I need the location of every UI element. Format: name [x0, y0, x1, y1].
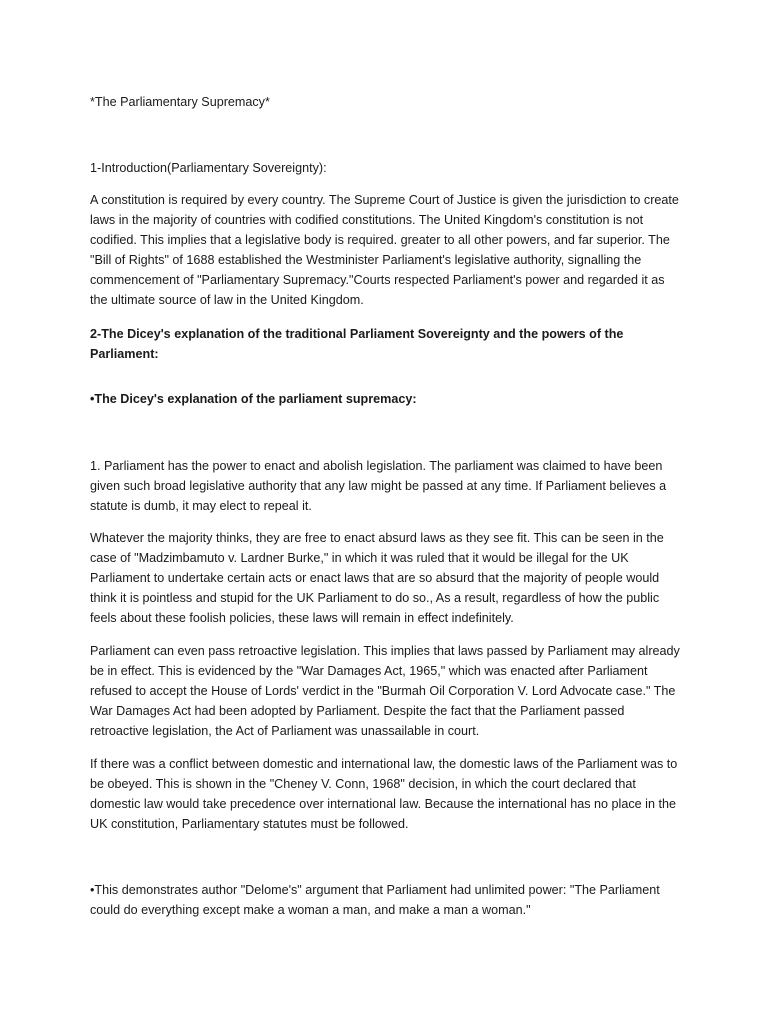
paragraph-delome-bullet: •This demonstrates author "Delome's" argument that Parliament had unlimited power: "The Parliament could do everything except make a woman a man, and make a man a woman." — [90, 883, 660, 917]
paragraph-point-1: 1. Parliament has the power to enact and abolish legislation. The parliament was claimed to have been given such broad legislative authority that any law might be passed at any time. If Parliament believes a statute is dumb, it may elect to repeal it. — [90, 459, 667, 513]
subheading-dicey-supremacy: •The Dicey's explanation of the parliament supremacy: — [90, 392, 417, 406]
paragraph-retroactive: Parliament can even pass retroactive legislation. This implies that laws passed by Parliament may already be in effect. This is evidenced by the "War Damages Act, 1965," which was enacted after Parliament refused to accept the House of Lords' verdict in the "Burmah Oil Corporation V. Lord Advocate case." The War Damages Act had been adopted by Parliament. Despite the fact that the Parliament passed retroactive legislation, the Act of Parliament was unassailable in court. — [90, 644, 680, 738]
paragraph-conflict: If there was a conflict between domestic and international law, the domestic laws of the Parliament was to be obeyed. This is shown in the "Cheney V. Conn, 1968" decision, in which the court declared that domestic law would take precedence over international law. Because the international has no place in the UK constitution, Parliamentary statutes must be followed. — [90, 757, 678, 831]
paragraph-introduction: A constitution is required by every country. The Supreme Court of Justice is given the jurisdiction to create laws in the majority of countries with codified constitutions. The United Kingdom's constitution is not codified. This implies that a legislative body is required. greater to all other powers, and far superior. The "Bill of Rights" of 1688 established the Westminister Parliament's legislative authority, signalling the commencement of "Parliamentary Supremacy."Courts respected Parliament's power and regarded it as the ultimate source of law in the United Kingdom. — [90, 193, 679, 307]
paragraph-majority: Whatever the majority thinks, they are free to enact absurd laws as they see fit. This can be seen in the case of "Madzimbamuto v. Lardner Burke," in which it was ruled that it would be illegal for the UK Parliament to undertake certain acts or enact laws that are so absurd that the majority of people would think it is pointless and stupid for the UK Parliament to do so., As a result, regardless of how the public feels about these foolish policies, these laws will remain in effect indefinitely. — [90, 531, 664, 625]
document-title: *The Parliamentary Supremacy* — [90, 95, 270, 109]
section-heading-dicey: 2-The Dicey's explanation of the traditional Parliament Sovereignty and the powers of the Parliament: — [90, 327, 624, 361]
section-heading-introduction: 1-Introduction(Parliamentary Sovereignty): — [90, 161, 327, 175]
